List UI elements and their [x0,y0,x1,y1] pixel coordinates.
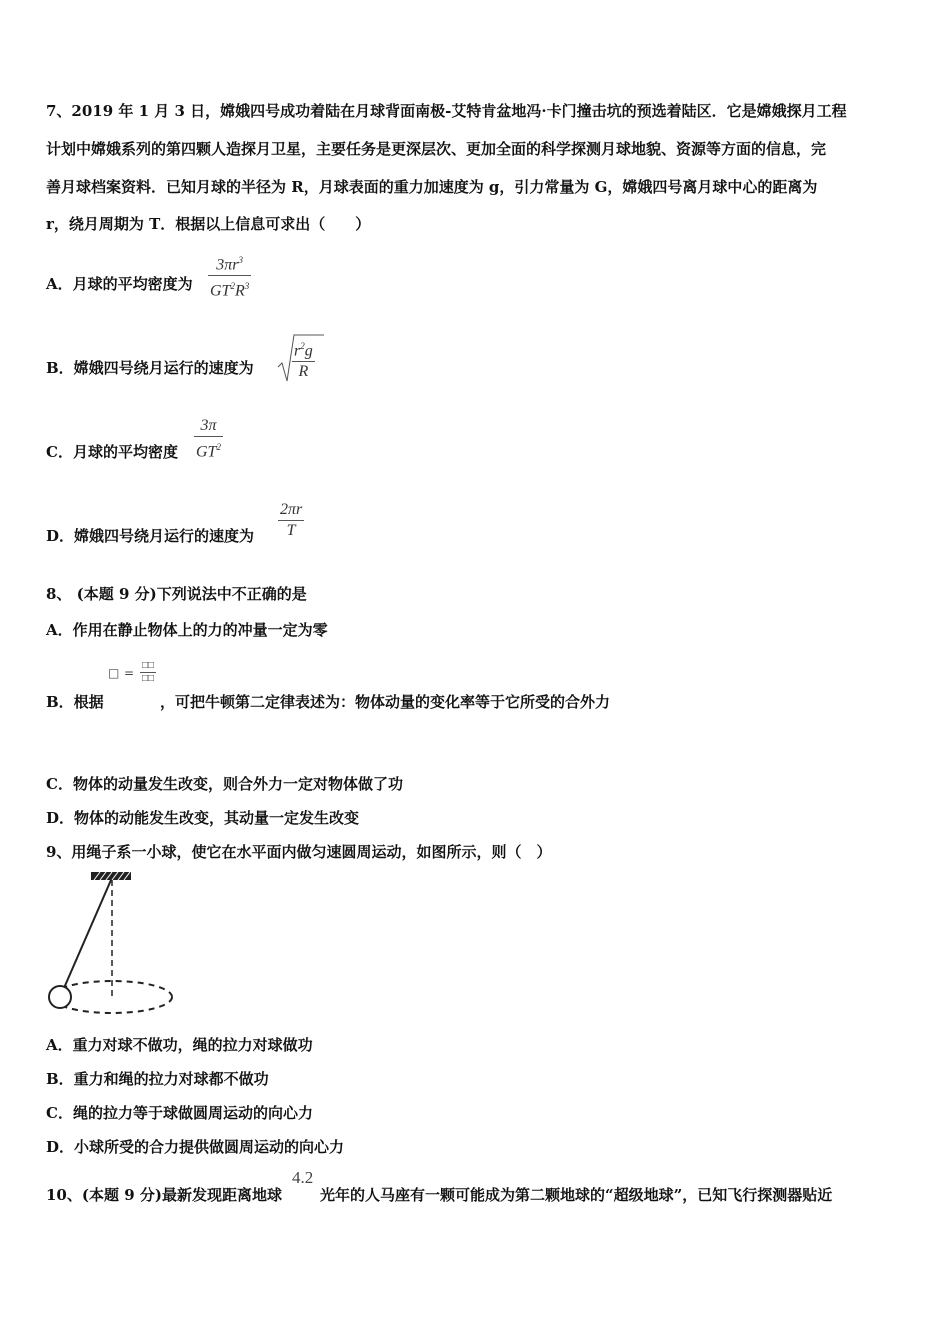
conical-pendulum-figure [40,868,185,1016]
q9-option-b: B．重力和绳的拉力对球都不做功 [46,1070,269,1088]
q7-line1: 7、2019 年 1 月 3 日，嫦娥四号成功着陆在月球背面南极-艾特肯盆地冯·卡门撞击坑的预选着陆区．它是嫦娥探月工程 [46,102,847,120]
q10-distance-value: 4.2 [292,1168,314,1187]
q7-option-d: D．嫦娥四号绕月运行的速度为 [46,527,255,545]
q8-option-d: D．物体的动能发生改变，其动量一定发生改变 [46,809,360,827]
q7-option-a-formula: $3\pi r^3$ $GT^2R^3$ [210,255,250,300]
q8-formula-eq: = [124,666,135,680]
q7-line2: 计划中嫦娥系列的第四颗人造探月卫星，主要任务是更深层次、更加全面的科学探测月球地貌、资源等方面的信息，完 [46,140,827,158]
q9-stem: 9、用绳子系一小球，使它在水平面内做匀速圆周运动，如图所示，则（ ） [46,843,552,861]
q10-suffix: 光年的人马座有一颗可能成为第二颗地球的“超级地球”，已知飞行探测器贴近 [320,1186,833,1204]
q7-line4: r，绕月周期为 T．根据以上信息可求出（ ） [46,215,371,233]
q8-option-a: A．作用在静止物体上的力的冲量一定为零 [46,621,328,639]
q7-option-b: B．嫦娥四号绕月运行的速度为 [46,359,254,377]
q9-option-c: C．绳的拉力等于球做圆周运动的向心力 [46,1104,313,1122]
q8-formula-fraction: □□ □□ [142,660,155,684]
q10-prefix: 10、(本题 9 分)最新发现距离地球 [46,1186,282,1204]
q7-option-b-formula: $r^2g$ R [294,341,313,381]
q8-formula-lhs: □ [108,666,120,680]
q9-option-d: D．小球所受的合力提供做圆周运动的向心力 [46,1138,345,1156]
q8-stem: 8、 (本题 9 分)下列说法中不正确的是 [46,585,307,603]
q7-line3: 善月球档案资料．已知月球的半径为 R，月球表面的重力加速度为 g，引力常量为 G，嫦娥四号离月球中心的距离为 [46,178,818,196]
q7-option-a: A．月球的平均密度为 [46,275,193,293]
q8-option-b-prefix: B．根据 [46,693,104,711]
q9-option-a: A．重力对球不做功，绳的拉力对球做功 [46,1036,313,1054]
q7-option-c-formula: 3π $GT^2$ [196,417,221,461]
q8-option-b-suffix: ，可把牛顿第二定律表述为：物体动量的变化率等于它所受的合外力 [160,693,611,711]
q7-option-d-formula: 2πr T [280,501,303,539]
string [64,880,111,988]
ball [49,986,71,1008]
q8-option-c: C．物体的动量发生改变，则合外力一定对物体做了功 [46,775,403,793]
q7-option-c: C．月球的平均密度 [46,443,178,461]
